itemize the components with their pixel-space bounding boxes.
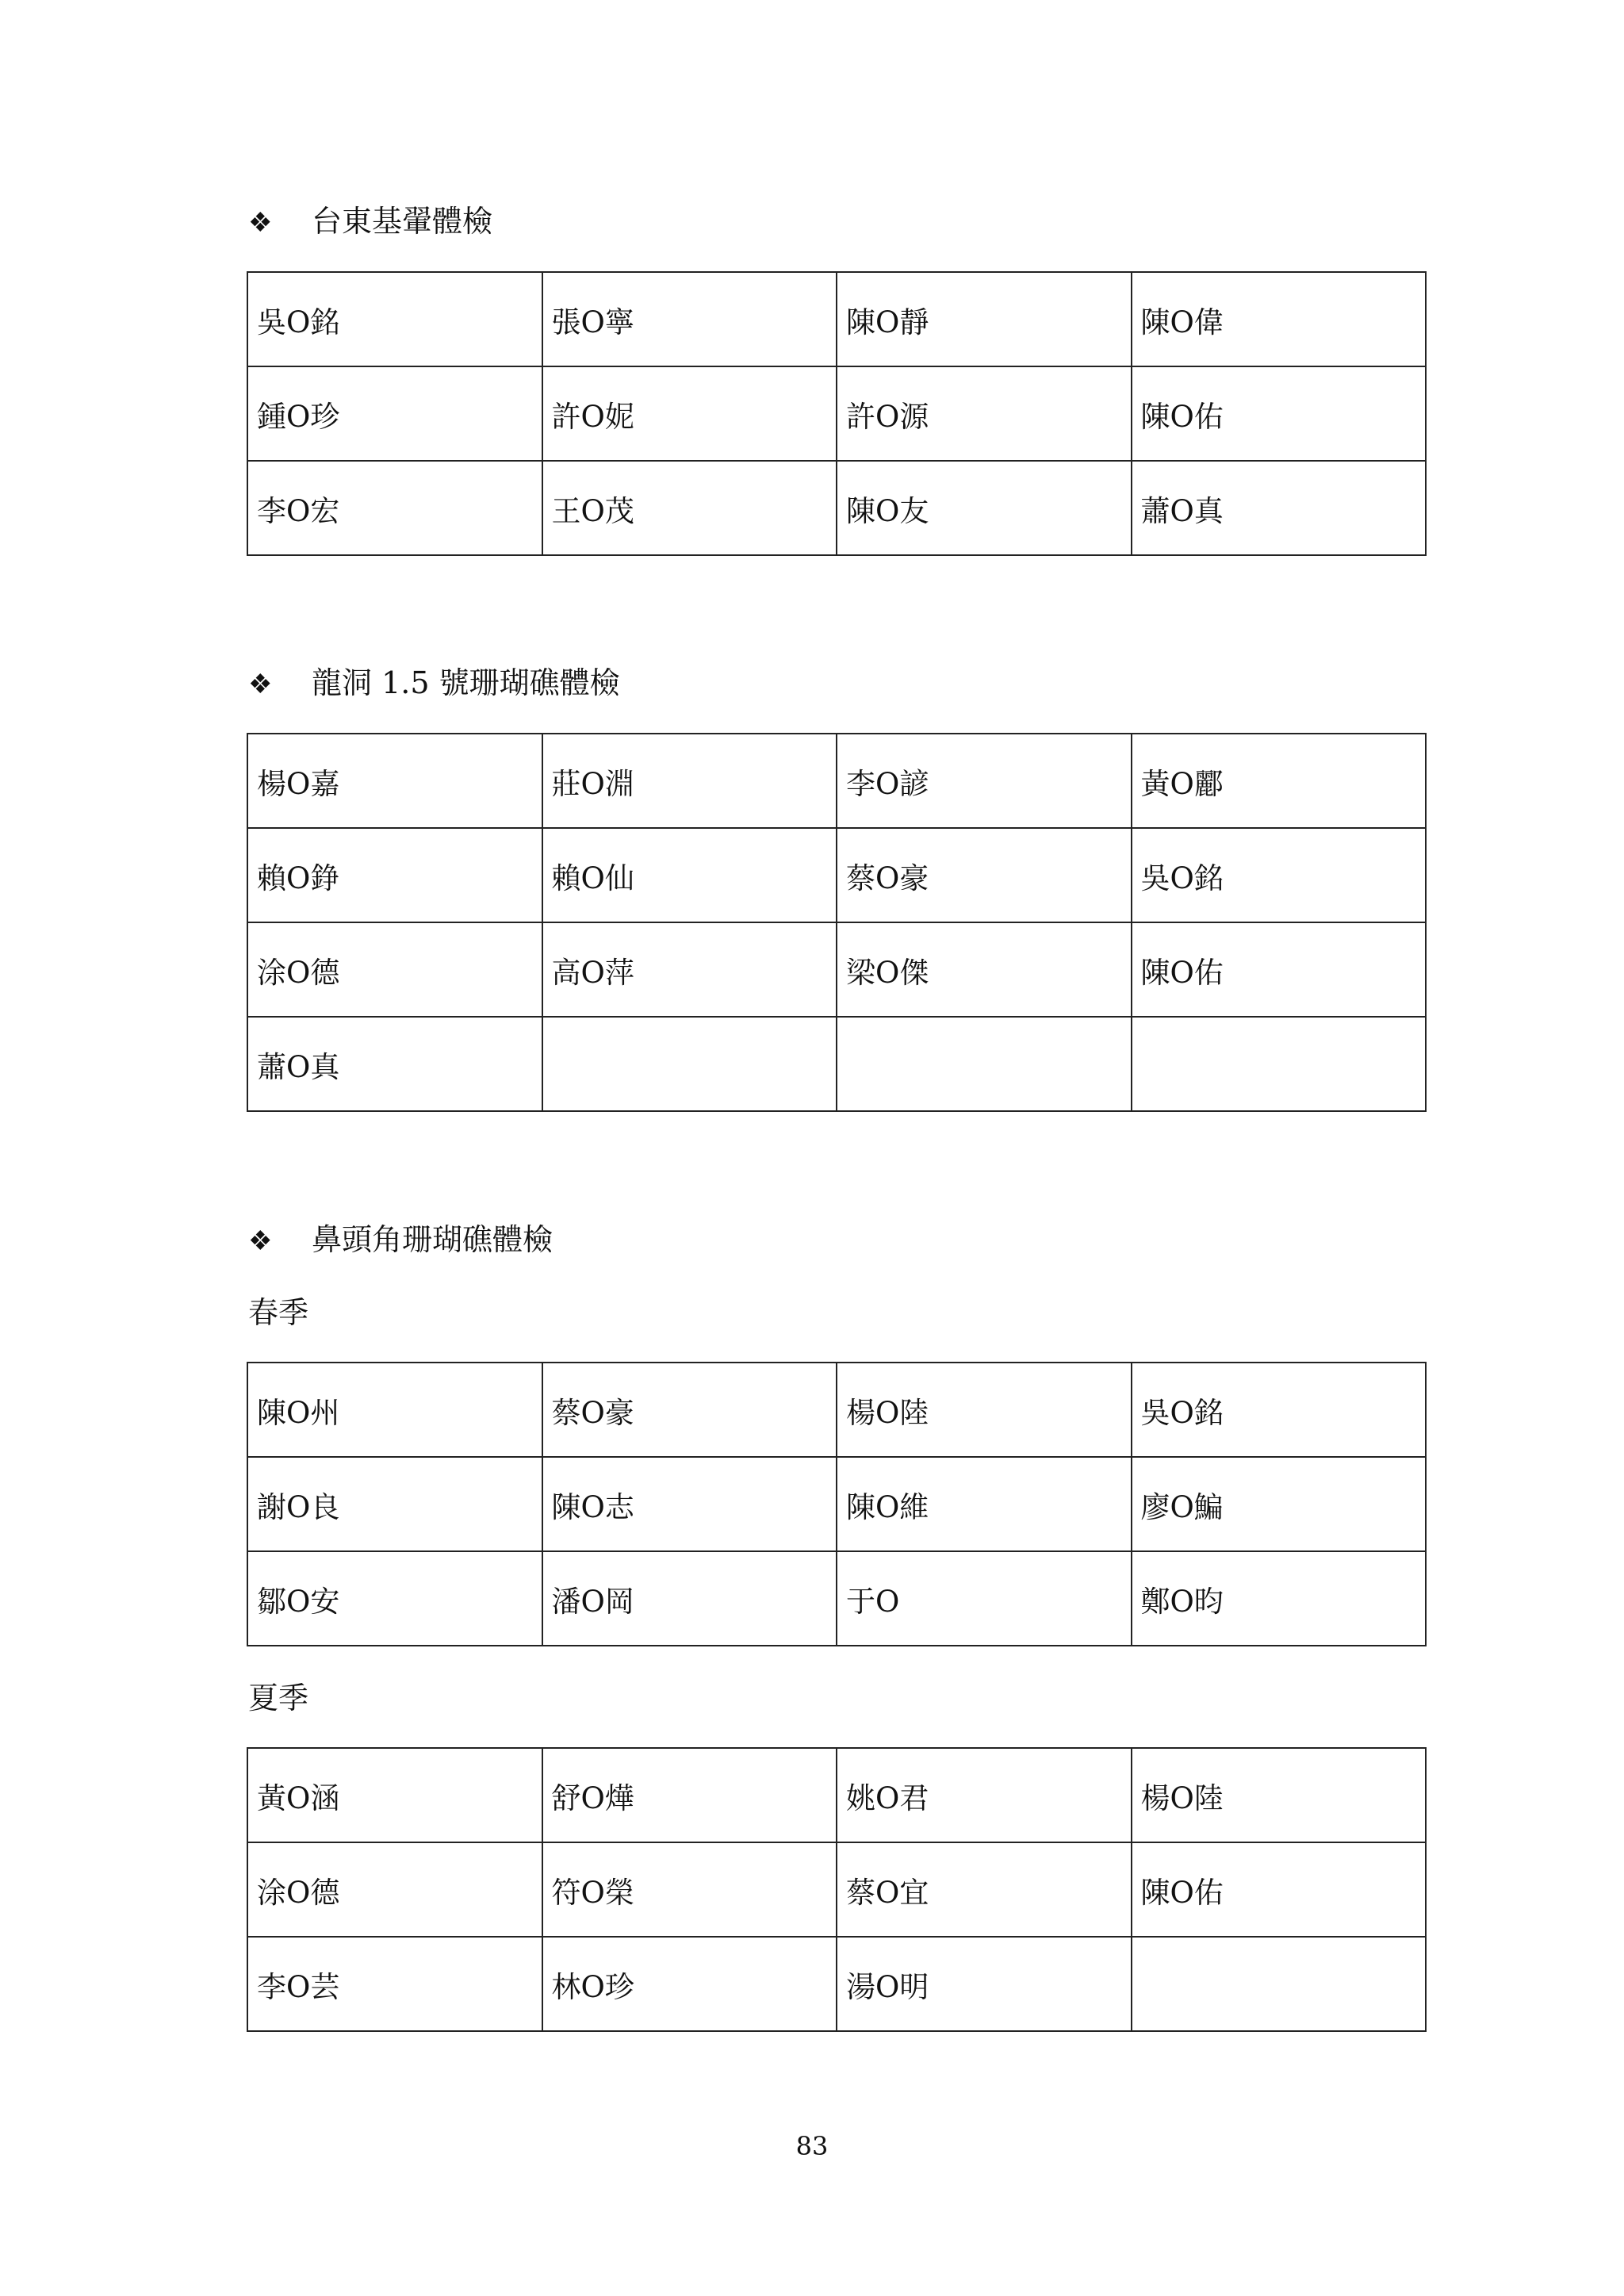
table-cell: 蔡O豪	[837, 828, 1132, 922]
table-row	[247, 366, 1426, 461]
table-cell: 許O妮	[542, 366, 837, 461]
diamond-bullet-icon: ❖	[248, 1225, 273, 1257]
diamond-bullet-icon: ❖	[248, 669, 273, 700]
table-cell: 陳O維	[837, 1457, 1132, 1551]
table-cell: 賴O錚	[247, 828, 542, 922]
table-row	[247, 1842, 1426, 1937]
table-cell: 符O榮	[542, 1842, 837, 1937]
table-cell: 李O宏	[247, 461, 542, 555]
table-row	[247, 1937, 1426, 2031]
table-bitoujiao-spring	[247, 1362, 1427, 1646]
table-cell	[1132, 1937, 1427, 2031]
table-cell: 陳O志	[542, 1457, 837, 1551]
table-cell: 張O寧	[542, 272, 837, 366]
table-cell: 楊O陸	[1132, 1748, 1427, 1842]
table-cell: 楊O陸	[837, 1363, 1132, 1457]
table-bitoujiao-summer	[247, 1747, 1427, 2032]
table-cell: 黃O酈	[1132, 734, 1427, 828]
table-cell: 姚O君	[837, 1748, 1132, 1842]
season-label-spring: 春季	[248, 1295, 309, 1330]
table-cell: 蔡O宜	[837, 1842, 1132, 1937]
table-cell: 吳O銘	[1132, 828, 1427, 922]
table-cell: 梁O傑	[837, 922, 1132, 1017]
table-cell: 黃O涵	[247, 1748, 542, 1842]
table-row	[247, 1748, 1426, 1842]
diamond-bullet-icon: ❖	[248, 207, 273, 239]
table-cell: 賴O仙	[542, 828, 837, 922]
section-title-bitoujiao	[248, 1221, 553, 1259]
section-title-text: 台東基翬體檢	[312, 204, 493, 239]
season-label-summer: 夏季	[248, 1681, 309, 1715]
table-cell	[837, 1017, 1132, 1111]
table-cell: 王O茂	[542, 461, 837, 555]
table-cell: 陳O偉	[1132, 272, 1427, 366]
table-cell: 涂O德	[247, 922, 542, 1017]
table-taitung	[247, 271, 1427, 556]
table-cell: 莊O淵	[542, 734, 837, 828]
table-cell: 陳O佑	[1132, 1842, 1427, 1937]
table-cell: 李O諺	[837, 734, 1132, 828]
table-cell: 謝O良	[247, 1457, 542, 1551]
table-cell: 蕭O真	[1132, 461, 1427, 555]
table-cell: 廖O鯿	[1132, 1457, 1427, 1551]
table-cell: 鄒O安	[247, 1551, 542, 1646]
table-cell: 李O芸	[247, 1937, 542, 2031]
table-cell: 陳O佑	[1132, 366, 1427, 461]
table-cell: 陳O佑	[1132, 922, 1427, 1017]
table-cell: 鍾O珍	[247, 366, 542, 461]
table-cell: 吳O銘	[247, 272, 542, 366]
table-row	[247, 1457, 1426, 1551]
table-row	[247, 1551, 1426, 1646]
section-title-longdong	[248, 665, 620, 703]
table-row	[247, 734, 1426, 828]
table-cell: 涂O德	[247, 1842, 542, 1937]
section-title-text: 鼻頭角珊瑚礁體檢	[312, 1222, 553, 1257]
table-row	[247, 461, 1426, 555]
table-cell: 蔡O豪	[542, 1363, 837, 1457]
table-longdong	[247, 733, 1427, 1112]
table-cell: 鄭O昀	[1132, 1551, 1427, 1646]
table-row	[247, 272, 1426, 366]
page-number: 83	[795, 2131, 829, 2161]
table-cell: 陳O靜	[837, 272, 1132, 366]
table-row	[247, 1363, 1426, 1457]
table-row	[247, 1017, 1426, 1111]
table-cell: 林O珍	[542, 1937, 837, 2031]
table-cell	[542, 1017, 837, 1111]
table-cell: 吳O銘	[1132, 1363, 1427, 1457]
table-cell: 蕭O真	[247, 1017, 542, 1111]
table-row	[247, 922, 1426, 1017]
section-title-text: 龍洞 1.5 號珊瑚礁體檢	[312, 665, 620, 700]
table-cell: 湯O明	[837, 1937, 1132, 2031]
table-row	[247, 828, 1426, 922]
table-cell: 舒O燁	[542, 1748, 837, 1842]
table-cell: 陳O州	[247, 1363, 542, 1457]
table-cell: 陳O友	[837, 461, 1132, 555]
section-title-taitung	[248, 203, 492, 241]
table-cell: 于O	[837, 1551, 1132, 1646]
table-cell: 潘O岡	[542, 1551, 837, 1646]
table-cell: 高O萍	[542, 922, 837, 1017]
table-cell: 楊O嘉	[247, 734, 542, 828]
table-cell: 許O源	[837, 366, 1132, 461]
table-cell	[1132, 1017, 1427, 1111]
